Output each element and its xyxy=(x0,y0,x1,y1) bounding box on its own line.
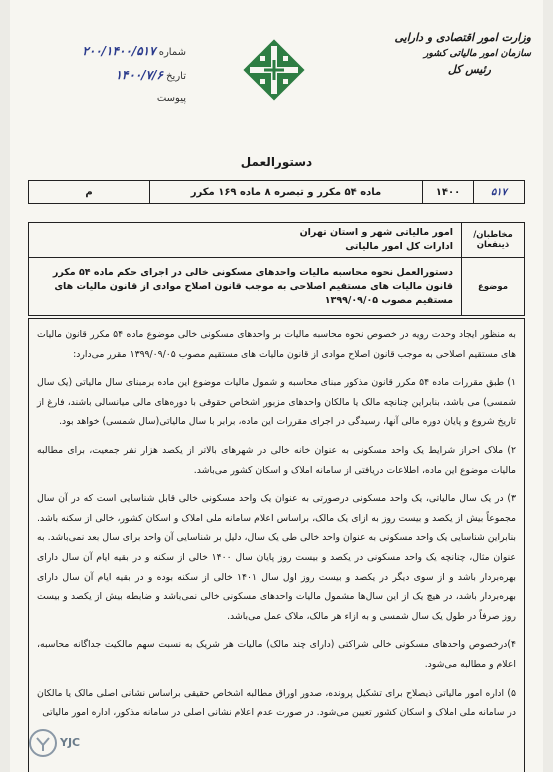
audience-value xyxy=(29,223,462,258)
paragraph-4: ۴)درخصوص واحدهای مسکونی خالی شراکتی (دارای چند مالک) مالیات هر شریک به نسبت سهم مالکیت جداگانه محاسبه، اعلام و مطالبه می‌شود. xyxy=(37,639,516,670)
audience-label: مخاطبان/ذینفعان xyxy=(462,223,525,258)
subject-value: دستورالعمل نحوه محاسبه مالیات واحدهای مسکونی خالی در اجرای حکم ماده ۵۴ مکرر قانون مالیات های مستقیم اصلاحی به موجب قانون اصلاح موادی از قانون مالیات های مستقیم مصوب ۱۳۹۹/۰۹/۰۵ xyxy=(29,258,462,316)
attachment-label: پیوست xyxy=(156,93,186,104)
audience-line-1: امور مالیاتی شهر و استان تهران xyxy=(299,227,453,238)
ministry-name: وزارت امور اقتصادی و دارایی xyxy=(394,31,531,44)
paragraph-1: ۱) طبق مقررات ماده ۵۴ مکرر قانون مذکور مبنای محاسبه و شمول مالیات موضوع این ماده برمبنای سال مالیاتی (یک سال شمسی) می باشد، بنابراین چنانچه مالک یا مالکان واحدهای مزبور اشخاص حقوقی با دوره‌های مالی میانسالی باشند، فارغ از تاریخ شروع و پایان دوره مالی آنها، رسیدگی در اجرای مقررات این ماده، برابر با سال مالیاتی(سال شمسی) خواهد بود. xyxy=(37,377,516,428)
watermark-text: YJC xyxy=(60,736,81,749)
paragraph-2: ۲) ملاک احراز شرایط یک واحد مسکونی به عنوان خانه خالی در شهرهای بالاتر از یکصد هزار نفر جمعیت، برای مطالبه مالیات موضوع این ماده، اطلاعات دریافتی از سامانه املاک و اسکان کشور می‌باشد. xyxy=(37,444,516,476)
paragraph-intro: به منظور ایجاد وحدت رویه در خصوص نحوه محاسبه مالیات بر واحدهای مسکونی خالی موضوع ماده ۵۴ مکرر قانون مالیات های مستقیم اصلاحی به موجب قانون اصلاح موادی از قانون مالیات های مستقیم مصوب ۱۳۹۹/۰۹/۰۵ مقرر می‌دارد: xyxy=(37,329,516,360)
audience-line-2: ادارات کل امور مالیاتی xyxy=(345,241,453,252)
document-page xyxy=(10,0,543,772)
instruction-year: ۱۴۰۰ xyxy=(423,181,474,204)
yjc-logo-icon xyxy=(28,728,58,758)
paragraph-5: ۵) اداره امور مالیاتی ذیصلاح برای تشکیل پرونده، صدور اوراق مطالبه اشخاص حقیقی براساس نشانی اصلی مالک یا مالکان در سامانه ملی املاک و اسکان کشور تعیین می‌شود. در صورت عدم اعلام نشانی اصلی در سامانه مذکور، اداره امور مالیاتی xyxy=(37,687,516,719)
instruction-subject: ماده ۵۴ مکرر و تبصره ۸ ماده ۱۶۹ مکرر xyxy=(150,181,423,204)
position-title: رئیس کل xyxy=(447,63,491,76)
paragraph-3: ۳) در یک سال مالیاتی، یک واحد مسکونی درصورتی به عنوان یک واحد مسکونی خالی قابل شناسایی است که در آن سال مجموعاً بیش از یکصد و بیست روز به ازای یک مالک، براساس اعلام سامانه ملی املاک و اسکان کشور، خالی از سکنه باشد. بنابراین شناسایی یک واحد مسکونی به عنوان واحد خالی طی یک سال، دلیل بر شناسایی آن واحد برای سال بعد نمی‌باشد. به عنوان مثال، چنانچه یک واحد مسکونی در یکصد و بیست روز پایان سال ۱۴۰۰ خالی از سکنه و در بقیه ایام آن سال دارای بهره‌بردار باشد و از سوی دیگر در یکصد و بیست روز اول سال ۱۴۰۱ خالی از سکنه بوده و در بقیه ایام آن سال دارای بهره‌بردار باشد، در هیچ یک از این سال‌ها مشمول مالیات واحدهای مسکونی خالی نمی‌باشد و ضابطه بیش از یکصد و بیست روز صرفاً در طول یک سال شمسی و به ازاء هر مالک، ملاک عمل می‌باشد. xyxy=(37,493,516,622)
subject-label: موضوع xyxy=(462,258,525,316)
number-label: شماره xyxy=(158,47,186,58)
letter-number: ۲۰۰/۱۴۰۰/۵۱۷ xyxy=(82,44,156,58)
body-text xyxy=(28,318,525,772)
letterhead-ministry xyxy=(361,30,531,78)
organization-name: سازمان امور مالیاتی کشور xyxy=(423,48,531,59)
organization-logo-icon xyxy=(242,38,306,102)
document-title: دستورالعمل xyxy=(240,155,313,169)
letter-metadata xyxy=(36,40,186,110)
instruction-number: ۵۱۷ xyxy=(474,181,525,204)
date-label: تاریخ xyxy=(166,71,186,82)
meta-table xyxy=(28,222,525,316)
instruction-bar xyxy=(28,180,525,204)
letter-date: ۱۴۰۰/۷/۶ xyxy=(115,68,163,82)
instruction-code: م xyxy=(85,186,93,198)
